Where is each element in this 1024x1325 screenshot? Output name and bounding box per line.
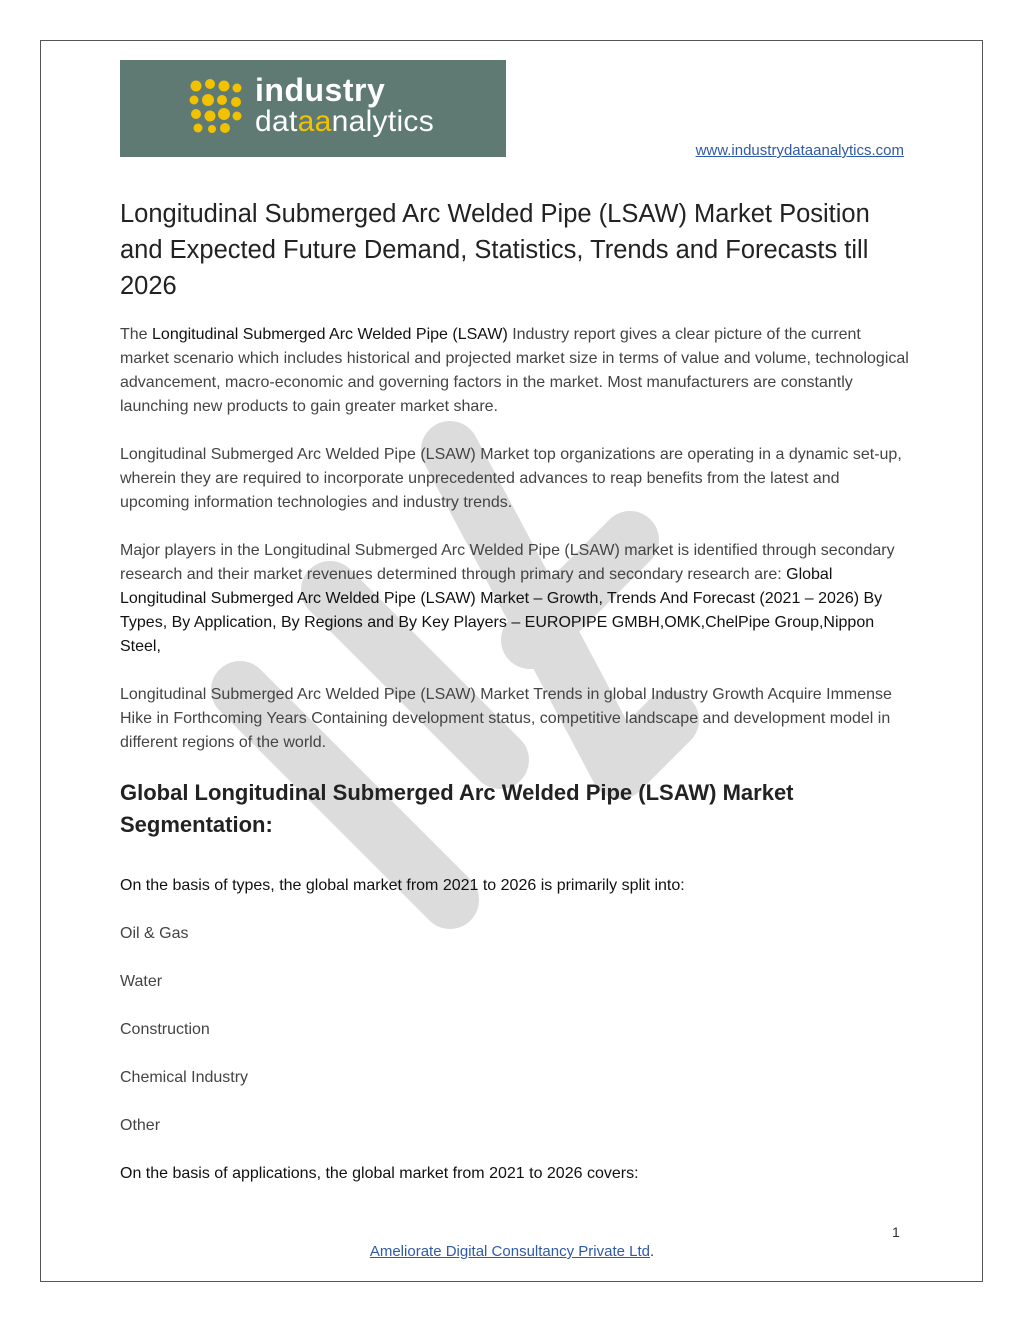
footer-suffix: . [649, 1243, 655, 1260]
organizations-paragraph: Longitudinal Submerged Arc Welded Pipe (LSAW) Market top organizations are operating in a dynamic set-up, wherein they are required to incorporate unprecedented advances to reap benefits from the latest and upcoming information technologies and industry trends. [120, 446, 902, 511]
logo-word2-pre: dat [255, 105, 298, 138]
logo-word-dataanalytics [255, 105, 434, 139]
document-body [120, 196, 910, 1186]
logo-word2-highlight: aa [297, 105, 332, 138]
intro-paragraph [120, 323, 910, 419]
intro-highlight: Longitudinal Submerged Arc Welded Pipe (LSAW) [152, 326, 508, 343]
type-item-construction: Construction [120, 1021, 210, 1038]
segmentation-heading: Global Longitudinal Submerged Arc Welded Pipe (LSAW) Market Segmentation: [120, 780, 794, 837]
website-link[interactable]: www.industrydataanalytics.com [695, 142, 904, 159]
type-item-other: Other [120, 1117, 161, 1134]
type-item-water: Water [120, 973, 163, 990]
major-players-paragraph [120, 539, 910, 659]
intro-post: Industry report gives a clear picture of the current market scenario which includes historical and projected market size in terms of value and volume, technological advancement, macro-economic and governing factors in the market. Most manufacturers are constantly launching new products to gain greater market share. [120, 326, 909, 415]
types-title: On the basis of types, the global market from 2021 to 2026 is primarily split into: [120, 877, 685, 894]
footer [0, 1243, 1024, 1260]
applications-title: On the basis of applications, the global market from 2021 to 2026 covers: [120, 1165, 639, 1182]
players-highlight: Global Longitudinal Submerged Arc Welded Pipe (LSAW) Market – Growth, Trends And Forecast (2021 – 2026) By Types, By Application, By Regions and By Key Players – EUROPIPE GMBH,OMK,ChelPipe Group,Nippon Steel, [120, 566, 883, 655]
logo-word-industry: industry [255, 72, 386, 108]
logo-word2-post: nalytics [331, 105, 435, 138]
company-logo [120, 60, 506, 157]
trends-paragraph: Longitudinal Submerged Arc Welded Pipe (LSAW) Market Trends in global Industry Growth Acquire Immense Hike in Forthcoming Years Containing development status, competitive landscape and development model in different regions of the world. [120, 686, 892, 751]
type-item-oil-gas: Oil & Gas [120, 925, 189, 942]
type-item-chemical-industry: Chemical Industry [120, 1069, 249, 1086]
company-link[interactable]: Ameliorate Digital Consultancy Private Ltd [369, 1243, 650, 1260]
page-number: 1 [892, 1224, 900, 1240]
intro-pre: The [120, 326, 153, 343]
page-title: Longitudinal Submerged Arc Welded Pipe (LSAW) Market Position and Expected Future Demand, Statistics, Trends and Forecasts till 2026 [120, 200, 870, 300]
players-pre: Major players in the Longitudinal Submerged Arc Welded Pipe (LSAW) market is identified through secondary research and their market revenues determined through primary and secondary research are: [120, 542, 895, 583]
dots-logo-icon [188, 78, 244, 134]
